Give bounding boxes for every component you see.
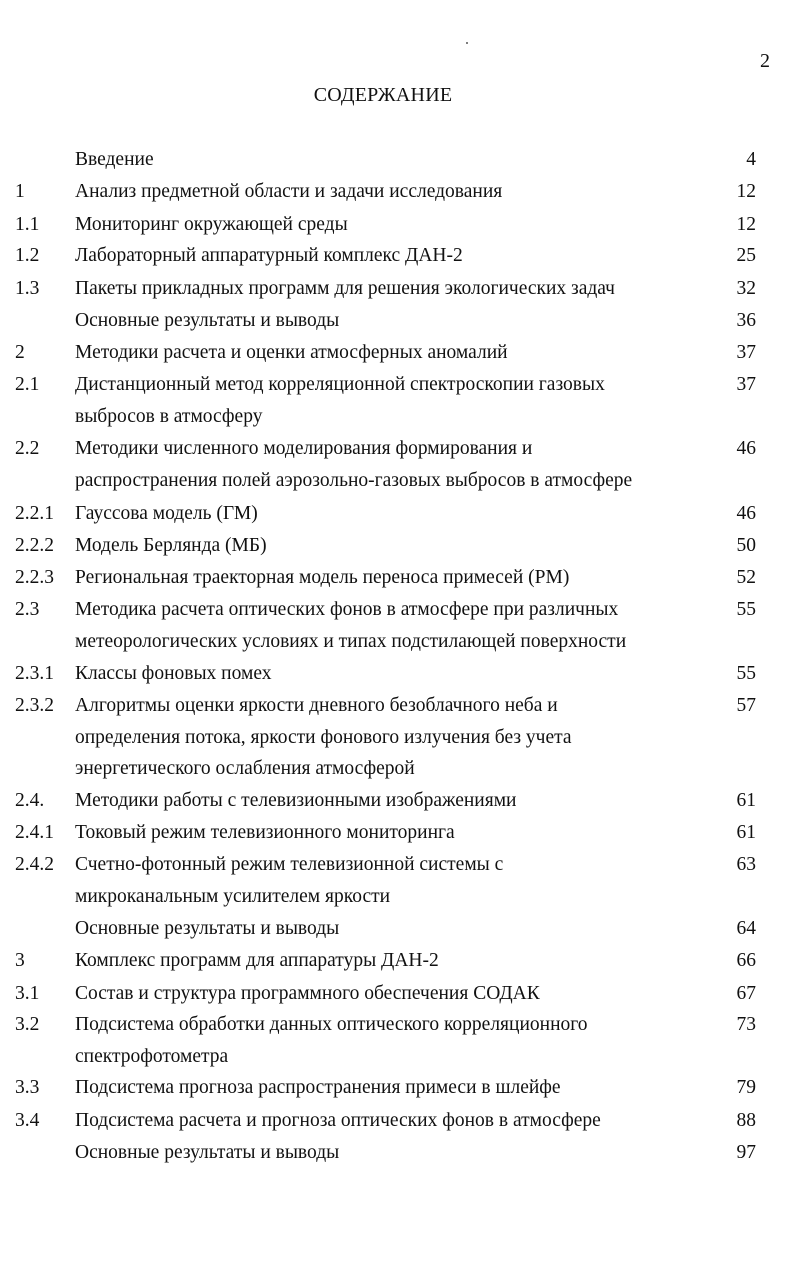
toc-entry-continuation xyxy=(0,1042,794,1072)
toc-entry xyxy=(0,659,794,689)
section-number: 2.2.1 xyxy=(15,503,54,524)
section-title: Гауссова модель (ГМ) xyxy=(75,503,258,524)
section-title: Модель Берлянда (МБ) xyxy=(75,535,267,556)
page-reference: 63 xyxy=(736,854,756,875)
section-title: Методики работы с телевизионными изображениями xyxy=(75,790,517,811)
toc-entry-continuation xyxy=(0,466,794,496)
page-reference: 79 xyxy=(736,1077,756,1098)
section-title: спектрофотометра xyxy=(75,1046,229,1067)
page-reference: 4 xyxy=(746,149,756,170)
page-reference: 88 xyxy=(736,1110,756,1131)
toc-entry xyxy=(0,145,794,175)
section-title: Токовый режим телевизионного мониторинга xyxy=(75,822,455,843)
section-title: метеорологических условиях и типах подстилающей поверхности xyxy=(75,631,627,652)
toc-entry xyxy=(0,531,794,561)
toc-entry xyxy=(0,241,794,271)
section-number: 3 xyxy=(15,950,25,971)
section-number: 2.2 xyxy=(15,438,40,459)
section-number: 2.1 xyxy=(15,374,40,395)
toc-entry xyxy=(0,338,794,368)
section-number: 3.3 xyxy=(15,1077,40,1098)
section-title: Основные результаты и выводы xyxy=(75,310,340,331)
section-title: Состав и структура программного обеспечения СОДАК xyxy=(75,983,540,1004)
section-number: 3.4 xyxy=(15,1110,40,1131)
page-reference: 12 xyxy=(736,214,756,235)
page-reference: 67 xyxy=(736,983,756,1004)
toc-entry-continuation xyxy=(0,402,794,432)
section-number: 2.3.1 xyxy=(15,663,54,684)
toc-entry-continuation xyxy=(0,627,794,657)
section-title: Комплекс программ для аппаратуры ДАН-2 xyxy=(75,950,439,971)
toc-entry xyxy=(0,210,794,240)
page-reference: 37 xyxy=(736,342,756,363)
toc-entry xyxy=(0,691,794,721)
page-reference: 55 xyxy=(736,663,756,684)
toc-entry xyxy=(0,306,794,336)
section-title: Подсистема расчета и прогноза оптических фонов в атмосфере xyxy=(75,1110,601,1131)
section-title: микроканальным усилителем яркости xyxy=(75,886,391,907)
page-number: 2 xyxy=(760,50,770,72)
section-title: Пакеты прикладных программ для решения экологических задач xyxy=(75,278,615,299)
section-title: Алгоритмы оценки яркости дневного безоблачного неба и xyxy=(75,695,558,716)
section-number: 2 xyxy=(15,342,25,363)
scan-speck xyxy=(466,42,468,44)
section-number: 1.3 xyxy=(15,278,40,299)
section-number: 2.4.2 xyxy=(15,854,54,875)
page-reference: 52 xyxy=(736,567,756,588)
toc-entry xyxy=(0,499,794,529)
toc-entry xyxy=(0,979,794,1009)
section-title: распространения полей аэрозольно-газовых выбросов в атмосфере xyxy=(75,470,633,491)
page-reference: 55 xyxy=(736,599,756,620)
page-reference: 64 xyxy=(736,918,756,939)
toc-entry xyxy=(0,946,794,976)
section-number: 2.4.1 xyxy=(15,822,54,843)
page-reference: 97 xyxy=(736,1142,756,1163)
page-reference: 46 xyxy=(736,438,756,459)
section-title: Методики расчета и оценки атмосферных аномалий xyxy=(75,342,508,363)
toc-entry xyxy=(0,595,794,625)
section-title: Методика расчета оптических фонов в атмосфере при различных xyxy=(75,599,619,620)
section-title: Подсистема прогноза распространения примеси в шлейфе xyxy=(75,1077,561,1098)
toc-entry xyxy=(0,914,794,944)
section-number: 1.1 xyxy=(15,214,40,235)
page-reference: 37 xyxy=(736,374,756,395)
section-number: 2.3.2 xyxy=(15,695,54,716)
section-title: выбросов в атмосферу xyxy=(75,406,263,427)
section-number: 2.4. xyxy=(15,790,45,811)
section-title: Основные результаты и выводы xyxy=(75,918,340,939)
toc-entry-continuation xyxy=(0,754,794,784)
toc-entry xyxy=(0,1073,794,1103)
page-reference: 57 xyxy=(736,695,756,716)
section-number: 1.2 xyxy=(15,245,40,266)
page-reference: 50 xyxy=(736,535,756,556)
section-title: Счетно-фотонный режим телевизионной системы с xyxy=(75,854,504,875)
page-reference: 73 xyxy=(736,1014,756,1035)
page-title: СОДЕРЖАНИЕ xyxy=(313,84,453,106)
section-title: Методики численного моделирования формирования и xyxy=(75,438,533,459)
toc-entry xyxy=(0,1138,794,1168)
section-title: Подсистема обработки данных оптического корреляционного xyxy=(75,1014,588,1035)
toc-entry xyxy=(0,850,794,880)
toc-entry xyxy=(0,274,794,304)
toc-entry xyxy=(0,177,794,207)
section-number: 2.3 xyxy=(15,599,40,620)
page-reference: 32 xyxy=(736,278,756,299)
section-number: 1 xyxy=(15,181,25,202)
toc-entry xyxy=(0,818,794,848)
section-title: Введение xyxy=(75,149,154,170)
toc-entry xyxy=(0,1010,794,1040)
section-title: Классы фоновых помех xyxy=(75,663,272,684)
toc-entry xyxy=(0,563,794,593)
page-reference: 25 xyxy=(736,245,756,266)
toc-entry xyxy=(0,434,794,464)
section-number: 3.1 xyxy=(15,983,40,1004)
section-title: энергетического ослабления атмосферой xyxy=(75,758,415,779)
section-title: Дистанционный метод корреляционной спектроскопии газовых xyxy=(75,374,605,395)
section-number: 3.2 xyxy=(15,1014,40,1035)
section-title: Основные результаты и выводы xyxy=(75,1142,340,1163)
page-reference: 36 xyxy=(736,310,756,331)
toc-entry-continuation xyxy=(0,882,794,912)
page-reference: 61 xyxy=(736,822,756,843)
section-title: определения потока, яркости фонового излучения без учета xyxy=(75,727,572,748)
toc-entry xyxy=(0,1106,794,1136)
section-title: Лабораторный аппаратурный комплекс ДАН-2 xyxy=(75,245,463,266)
page-reference: 46 xyxy=(736,503,756,524)
section-title: Анализ предметной области и задачи исследования xyxy=(75,181,503,202)
page-reference: 66 xyxy=(736,950,756,971)
section-title: Мониторинг окружающей среды xyxy=(75,214,348,235)
section-number: 2.2.2 xyxy=(15,535,54,556)
section-title: Региональная траекторная модель переноса примесей (РМ) xyxy=(75,567,570,588)
page-reference: 61 xyxy=(736,790,756,811)
page-reference: 12 xyxy=(736,181,756,202)
section-number: 2.2.3 xyxy=(15,567,54,588)
toc-entry xyxy=(0,786,794,816)
toc-entry xyxy=(0,370,794,400)
toc-entry-continuation xyxy=(0,723,794,753)
